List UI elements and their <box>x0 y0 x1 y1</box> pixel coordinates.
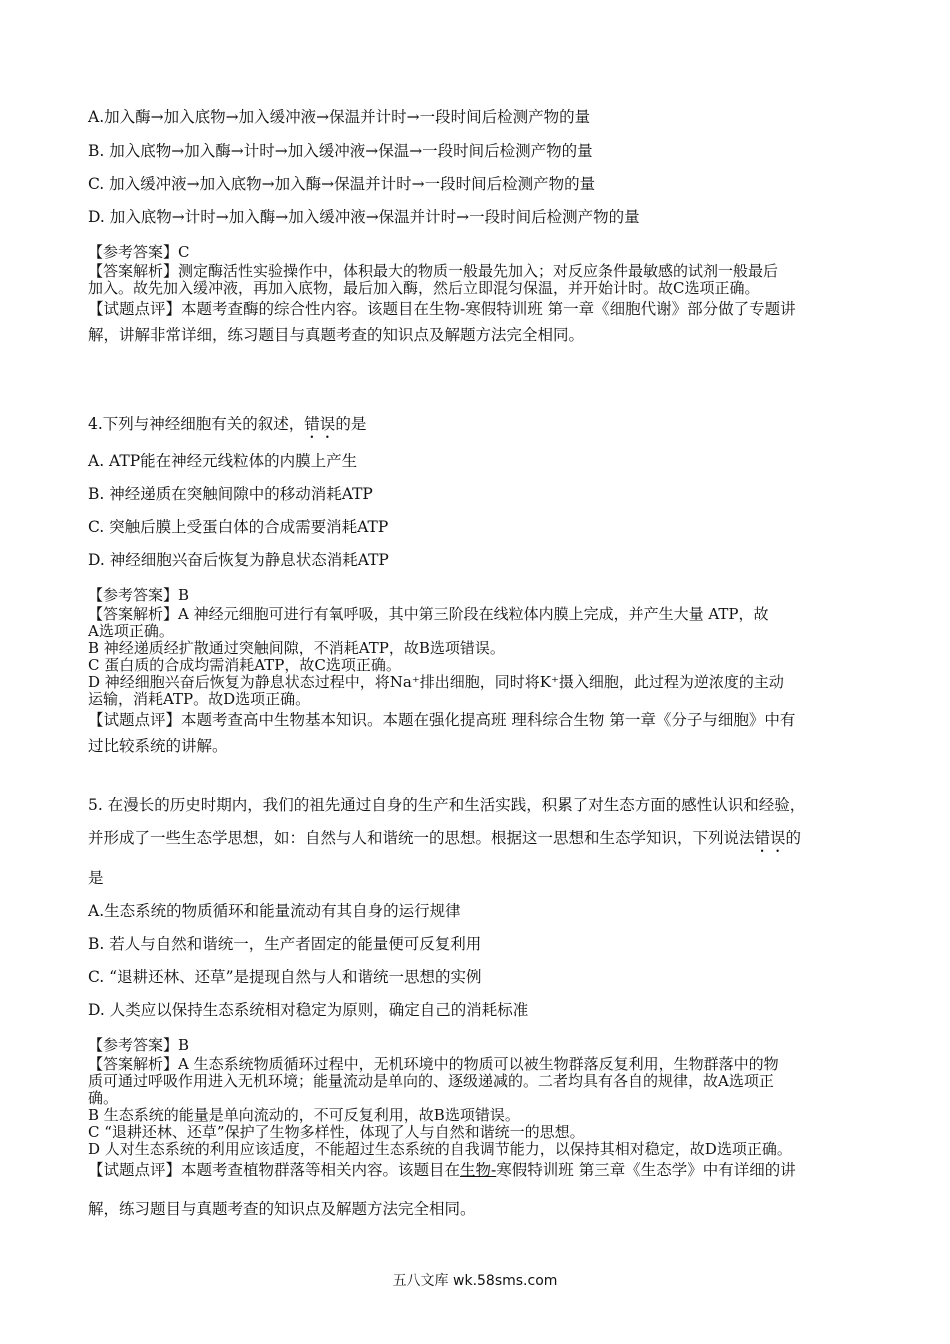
q4-stem-text-end: 的是 <box>335 415 367 433</box>
q5-option-c: C. “退耕还林、还草”是提现自然与人和谐统一思想的实例 <box>88 968 482 986</box>
q5-comment-line <box>88 1161 796 1179</box>
q5-stem-text: 并形成了一些生态学思想，如：自然与人和谐统一的思想。根据这一思想和生态学知识，下列说法 <box>88 829 755 847</box>
q4-analysis-line: 【答案解析】A 神经元细胞可进行有氧呼吸，其中第三阶段在线粒体内膜上完成，并产生大量 ATP，故 <box>88 605 769 623</box>
q4-stem-text: 4.下列与神经细胞有关的叙述， <box>88 415 305 433</box>
q5-option-a: A.生态系统的物质循环和能量流动有其自身的运行规律 <box>88 902 461 920</box>
q5-analysis-line: B 生态系统的能量是单向流动的，不可反复利用，故B选项错误。 <box>88 1106 520 1124</box>
q5-stem-line: 是 <box>88 869 104 887</box>
q3-option-a: A.加入酶→加入底物→加入缓冲液→保温并计时→一段时间后检测产物的量 <box>88 108 591 126</box>
q5-comment-line: 解，练习题目与真题考查的知识点及解题方法完全相同。 <box>88 1200 476 1218</box>
q4-analysis-line: D 神经细胞兴奋后恢复为静息状态过程中，将Na⁺排出细胞，同时将K⁺摄入细胞，此过程为逆浓度的主动 <box>88 673 784 691</box>
q5-analysis-line: 质可通过呼吸作用进入无机环境；能量流动是单向的、逐级递减的。二者均具有各自的规律，故A选项正 <box>88 1072 774 1090</box>
q5-comment-underlined: 生物- <box>460 1161 497 1179</box>
q5-stem-emphasis: 错误 <box>754 829 786 847</box>
q5-option-b: B. 若人与自然和谐统一，生产者固定的能量便可反复利用 <box>88 935 482 953</box>
q4-comment-line: 过比较系统的讲解。 <box>88 737 228 755</box>
q5-analysis-line: 【答案解析】A 生态系统物质循环过程中，无机环境中的物质可以被生物群落反复利用，生物群落中的物 <box>88 1055 779 1073</box>
q5-analysis-line: 确。 <box>88 1089 119 1107</box>
q4-option-d: D. 神经细胞兴奋后恢复为静息状态消耗ATP <box>88 551 389 569</box>
q3-comment-line: 【试题点评】本题考查酶的综合性内容。该题目在生物-寒假特训班 第一章《细胞代谢》部分做了专题讲 <box>88 300 796 318</box>
q5-comment-text: 【试题点评】本题考查植物群落等相关内容。该题目在 <box>88 1161 461 1179</box>
q5-stem-text-end: 的 <box>785 829 802 847</box>
q5-comment-text-end: 寒假特训班 第三章《生态学》中有详细的讲 <box>496 1161 796 1179</box>
q3-option-c: C. 加入缓冲液→加入底物→加入酶→保温并计时→一段时间后检测产物的量 <box>88 175 596 193</box>
q5-analysis-line: C “退耕还林、还草”保护了生物多样性，体现了人与自然和谐统一的思想。 <box>88 1123 585 1141</box>
q4-option-a: A. ATP能在神经元线粒体的内膜上产生 <box>88 452 358 470</box>
q3-analysis-line: 加入。故先加入缓冲液，再加入底物，最后加入酶，然后立即混匀保温，并开始计时。故C选项正确。 <box>88 279 760 297</box>
q4-comment-line: 【试题点评】本题考查高中生物基本知识。本题在强化提高班 理科综合生物 第一章《分子与细胞》中有 <box>88 711 796 729</box>
q4-analysis-line: C 蛋白质的合成均需消耗ATP，故C选项正确。 <box>88 656 401 674</box>
q5-answer: 【参考答案】B <box>88 1036 190 1054</box>
q4-analysis-line: B 神经递质经扩散通过突触间隙，不消耗ATP，故B选项错误。 <box>88 639 505 657</box>
q3-comment-line: 解，讲解非常详细，练习题目与真题考查的知识点及解题方法完全相同。 <box>88 326 585 344</box>
q4-stem-emphasis: 错误 <box>304 415 336 433</box>
q4-analysis-line: A选项正确。 <box>88 622 174 640</box>
q4-answer: 【参考答案】B <box>88 586 190 604</box>
page-footer: 五八文库 wk.58sms.com <box>392 1273 558 1289</box>
q4-stem <box>88 415 366 442</box>
q5-stem-line <box>88 829 801 856</box>
q4-option-c: C. 突触后膜上受蛋白体的合成需要消耗ATP <box>88 518 389 536</box>
q3-option-b: B. 加入底物→加入酶→计时→加入缓冲液→保温→一段时间后检测产物的量 <box>88 142 593 160</box>
q3-option-d: D. 加入底物→计时→加入酶→加入缓冲液→保温并计时→一段时间后检测产物的量 <box>88 208 640 226</box>
q5-stem-line: 5. 在漫长的历史时期内，我们的祖先通过自身的生产和生活实践，积累了对生态方面的感性认识和经验， <box>88 796 806 814</box>
q5-option-d: D. 人类应以保持生态系统相对稳定为原则，确定自己的消耗标准 <box>88 1001 529 1019</box>
q4-option-b: B. 神经递质在突触间隙中的移动消耗ATP <box>88 485 373 503</box>
q4-analysis-line: 运输，消耗ATP。故D选项正确。 <box>88 690 311 708</box>
q3-answer: 【参考答案】C <box>88 243 190 261</box>
q3-analysis-line: 【答案解析】测定酶活性实验操作中，体积最大的物质一般最先加入；对反应条件最敏感的试剂一般最后 <box>88 262 779 280</box>
q5-analysis-line: D 人对生态系统的利用应该适度，不能超过生态系统的自我调节能力，以保持其相对稳定，故D选项正确。 <box>88 1140 792 1158</box>
